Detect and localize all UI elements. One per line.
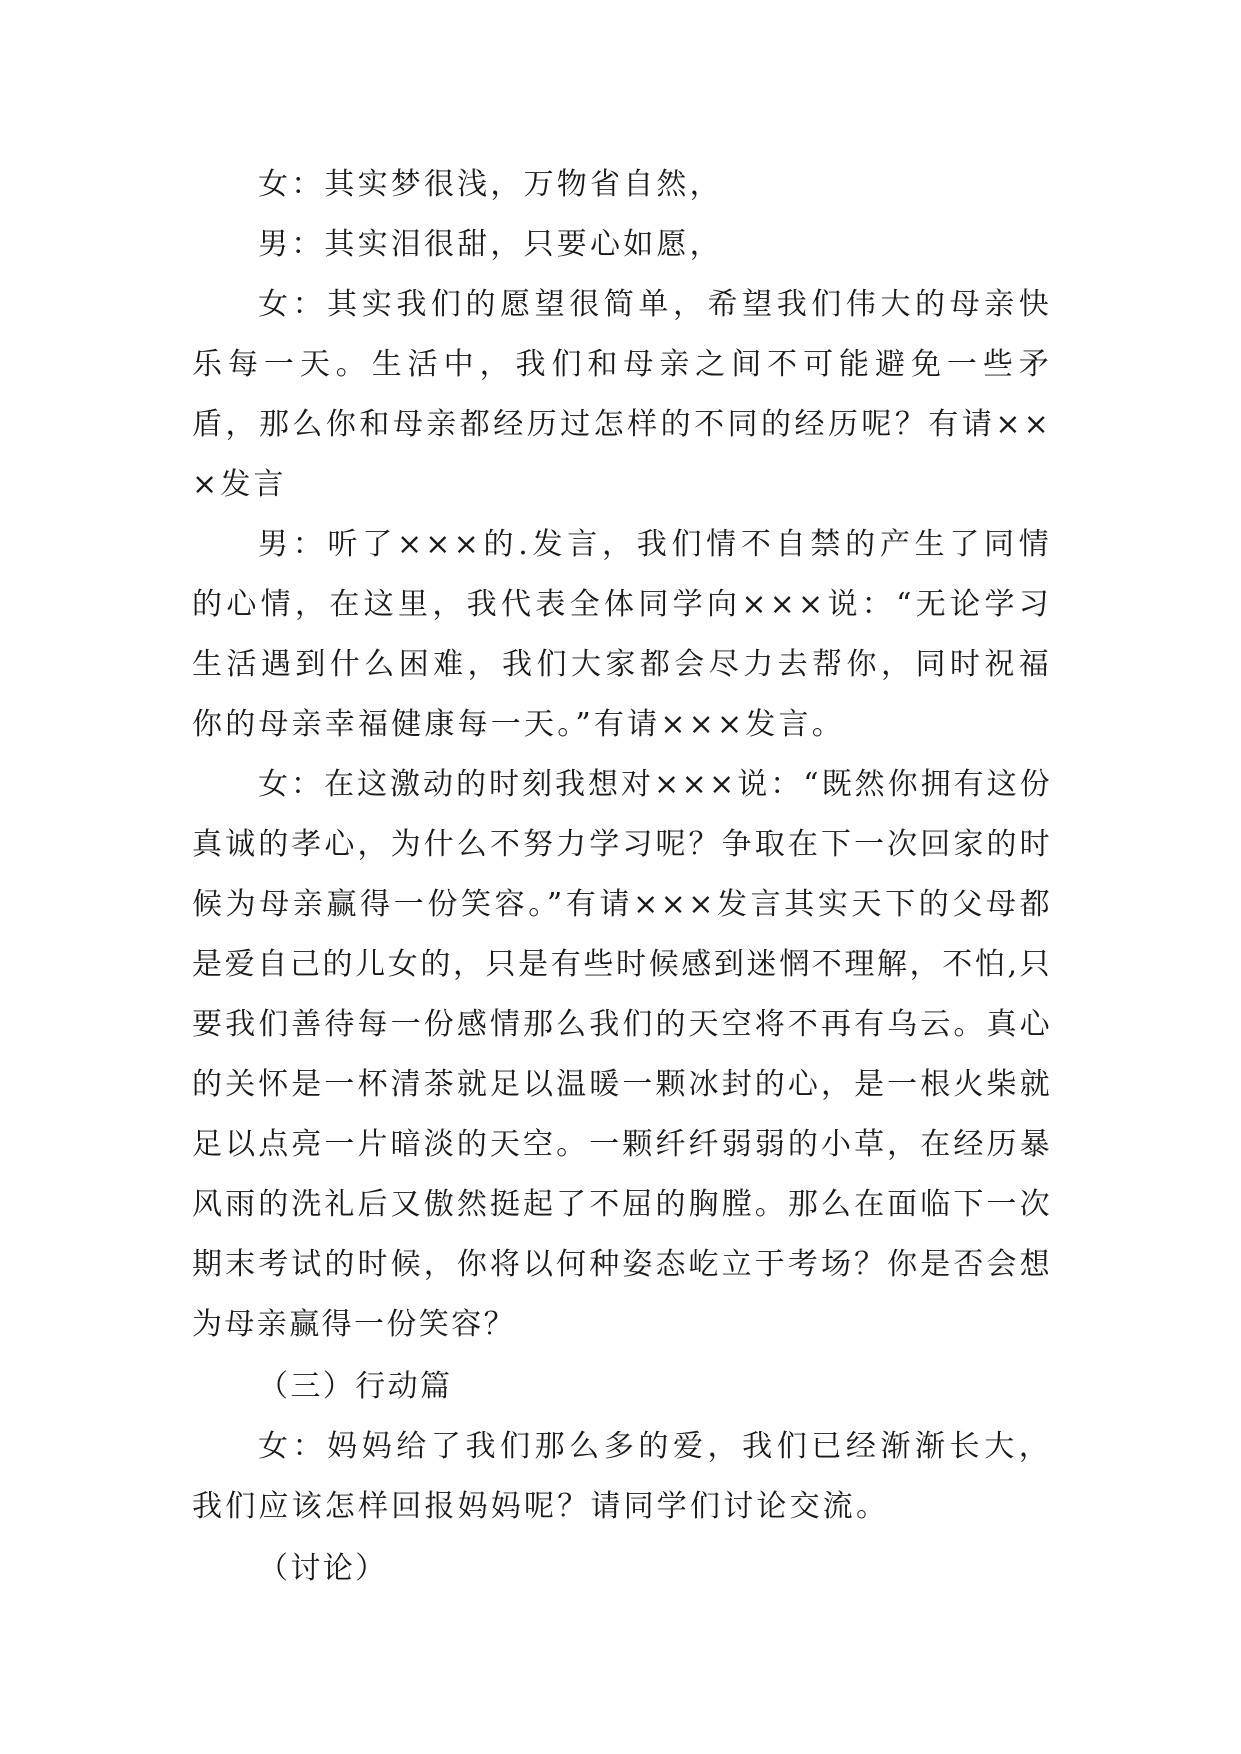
paragraph-male-line-2: 男：听了×××的.发言，我们情不自禁的产生了同情的心情，在这里，我代表全体同学向×××说：“无论学习生活遇到什么困难，我们大家都会尽力去帮你，同时祝福你的母亲幸福健康每一天。”有请×××发言。 [192,527,1052,742]
paragraph-male-line-1: 男：其实泪很甜，只要心如愿， [258,227,723,262]
paragraph-discussion: （讨论） [258,1551,388,1586]
paragraph-female-line-3: 女：在这激动的时刻我想对×××说：“既然你拥有这份真诚的孝心，为什么不努力学习呢？争取在下一次回家的时候为母亲赢得一份笑容。”有请×××发言其实天下的父母都是爱自己的儿女的，只是有些时候感到迷惘不理解，不怕,只要我们善待每一份感情那么我们的天空将不再有乌云。真心的关怀是一杯清茶就足以温暖一颗冰封的心，是一根火柴就足以点亮一片暗淡的天空。一颗纤纤弱弱的小草，在经历暴风雨的洗礼后又傲然挺起了不屈的胸膛。那么在面临下一次期末考试的时候，你将以何种姿态屹立于考场？你是否会想为母亲赢得一份笑容？ [192,767,1052,1342]
paragraph-female-line-1: 女：其实梦很浅，万物省自然， [258,167,723,202]
paragraph-female-line-2: 女：其实我们的愿望很简单，希望我们伟大的母亲快乐每一天。生活中，我们和母亲之间不可能避免一些矛盾，那么你和母亲都经历过怎样的不同的经历呢？有请×××发言 [192,287,1052,502]
paragraph-female-line-4: 女：妈妈给了我们那么多的爱，我们已经渐渐长大，我们应该怎样回报妈妈呢？请同学们讨论交流。 [192,1429,1052,1524]
section-heading-action: （三）行动篇 [258,1369,453,1404]
document-body [192,155,1052,1599]
